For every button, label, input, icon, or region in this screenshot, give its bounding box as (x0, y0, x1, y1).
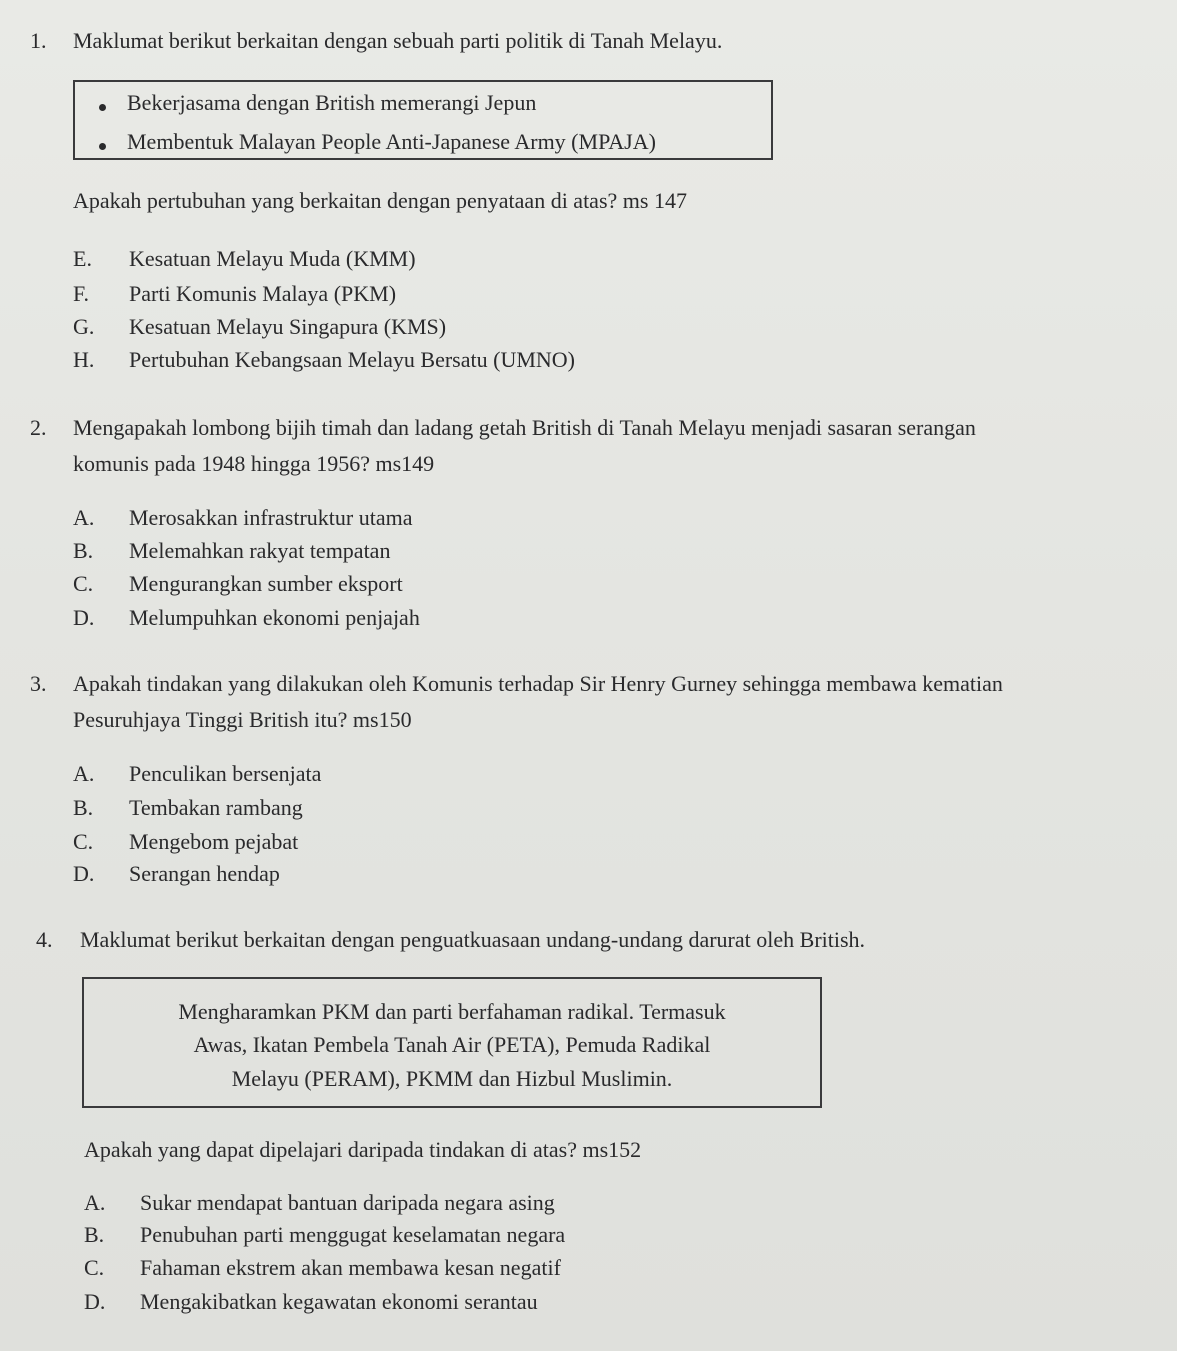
option-b[interactable] (73, 538, 773, 568)
box-text-line: Melayu (PERAM), PKMM dan Hizbul Muslimin. (231, 1066, 673, 1091)
option-letter: D. (84, 1289, 106, 1314)
option-letter: F. (73, 281, 89, 306)
option-letter: C. (84, 1255, 105, 1280)
option-letter: A. (84, 1190, 106, 1215)
option-text: Mengebom pejabat (129, 829, 299, 854)
question-number: 4. (36, 927, 53, 952)
option-letter: H. (73, 347, 95, 372)
option-letter: E. (73, 246, 92, 271)
option-a[interactable] (73, 761, 773, 791)
option-letter: D. (73, 861, 95, 886)
box-text-line: Awas, Ikatan Pembela Tanah Air (PETA), Pemuda Radikal (193, 1032, 711, 1057)
question-text: Apakah tindakan yang dilakukan oleh Komunis terhadap Sir Henry Gurney sehingga membawa kematian (73, 671, 1003, 696)
info-box-bullets (73, 80, 773, 160)
option-text: Kesatuan Melayu Singapura (KMS) (129, 314, 447, 339)
option-text: Pertubuhan Kebangsaan Melayu Bersatu (UMNO) (129, 347, 575, 372)
option-text: Melemahkan rakyat tempatan (129, 538, 391, 563)
question-text: Pesuruhjaya Tinggi British itu? ms150 (73, 707, 412, 732)
question-text: Maklumat berikut berkaitan dengan penguatkuasaan undang-undang darurat oleh British. (80, 927, 866, 952)
bullet-icon (99, 104, 106, 111)
option-b[interactable] (84, 1222, 804, 1252)
question-text: Mengapakah lombong bijih timah dan ladang getah British di Tanah Melayu menjadi sasaran serangan (73, 415, 976, 440)
option-text: Sukar mendapat bantuan daripada negara asing (140, 1190, 555, 1215)
option-d[interactable] (73, 861, 773, 891)
option-text: Serangan hendap (129, 861, 280, 886)
option-letter: B. (84, 1222, 105, 1247)
option-letter: C. (73, 829, 94, 854)
option-text: Merosakkan infrastruktur utama (129, 505, 413, 530)
option-text: Fahaman ekstrem akan membawa kesan negatif (140, 1255, 561, 1280)
option-letter: G. (73, 314, 95, 339)
option-d[interactable] (73, 605, 773, 635)
option-c[interactable] (73, 571, 773, 601)
bullet-icon (99, 143, 106, 150)
option-a[interactable] (73, 505, 773, 535)
bullet-text: Membentuk Malayan People Anti-Japanese Army (MPAJA) (127, 129, 656, 154)
option-g[interactable] (73, 314, 773, 344)
box-text-line: Mengharamkan PKM dan parti berfahaman radikal. Termasuk (178, 999, 726, 1024)
option-text: Penubuhan parti menggugat keselamatan negara (140, 1222, 566, 1247)
option-text: Mengakibatkan kegawatan ekonomi serantau (140, 1289, 538, 1314)
option-letter: D. (73, 605, 95, 630)
option-e[interactable] (73, 246, 773, 276)
option-text: Mengurangkan sumber eksport (129, 571, 403, 596)
option-letter: A. (73, 761, 95, 786)
option-text: Tembakan rambang (129, 795, 303, 820)
option-c[interactable] (84, 1255, 804, 1285)
option-b[interactable] (73, 795, 773, 825)
option-letter: B. (73, 538, 94, 563)
question-1-prompt: Apakah pertubuhan yang berkaitan dengan penyataan di atas? ms 147 (73, 188, 687, 213)
option-f[interactable] (73, 281, 773, 311)
question-number: 3. (30, 671, 47, 696)
question-number: 2. (30, 415, 47, 440)
option-h[interactable] (73, 347, 773, 377)
option-a[interactable] (84, 1190, 804, 1220)
question-text: komunis pada 1948 hingga 1956? ms149 (73, 451, 435, 476)
option-text: Melumpuhkan ekonomi penjajah (129, 605, 420, 630)
option-text: Kesatuan Melayu Muda (KMM) (129, 246, 416, 271)
option-text: Penculikan bersenjata (129, 761, 322, 786)
option-c[interactable] (73, 829, 773, 859)
question-text: Maklumat berikut berkaitan dengan sebuah parti politik di Tanah Melayu. (73, 28, 723, 53)
question-4-prompt: Apakah yang dapat dipelajari daripada tindakan di atas? ms152 (84, 1137, 642, 1162)
option-letter: A. (73, 505, 95, 530)
option-letter: C. (73, 571, 94, 596)
option-letter: B. (73, 795, 94, 820)
option-text: Parti Komunis Malaya (PKM) (129, 281, 397, 306)
bullet-text: Bekerjasama dengan British memerangi Jepun (127, 90, 537, 115)
option-d[interactable] (84, 1289, 804, 1319)
question-number: 1. (30, 28, 47, 53)
info-box-paragraph (82, 977, 822, 1108)
